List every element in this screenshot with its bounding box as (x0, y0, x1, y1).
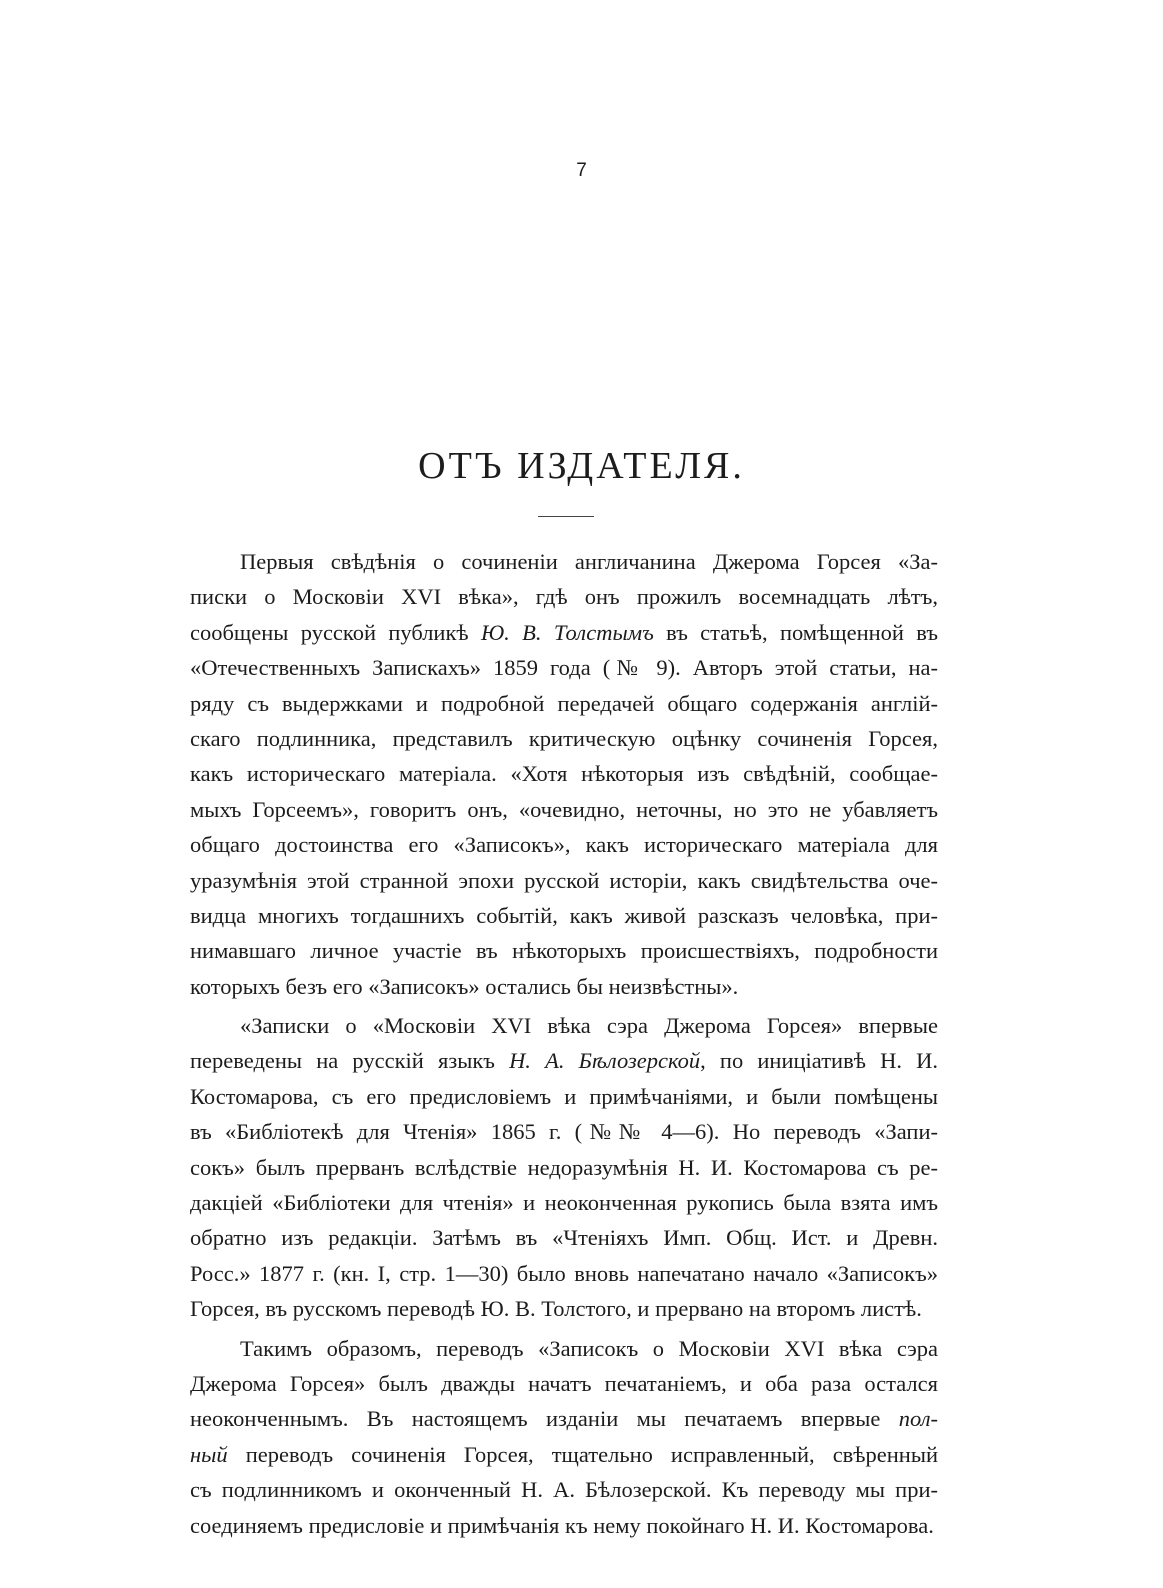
text-line: сокъ» былъ прерванъ вслѣдствіе недоразумѣнія Н. И. Костомарова съ ре- (190, 1154, 938, 1180)
text-line: уразумѣнія этой странной эпохи русской исторіи, какъ свидѣтельства оче- (190, 867, 938, 893)
text-line: съ подлинникомъ и оконченный Н. А. Бѣлозерской. Къ переводу мы при- (190, 1477, 938, 1503)
text-line: ряду съ выдержками и подробной передачей общаго содержанія англій- (190, 690, 938, 716)
text-line: мыхъ Горсеемъ», говоритъ онъ, «очевидно, неточны, но это не убавляетъ (190, 796, 938, 822)
paragraph-3 (190, 1331, 938, 1543)
body-text (190, 544, 938, 1543)
text-line: ный переводъ сочиненія Горсея, тщательно исправленный, свѣренный (190, 1441, 938, 1467)
text-line: видца многихъ тогдашнихъ событій, какъ живой разсказъ человѣка, при- (190, 902, 938, 928)
text-line: какъ историческаго матеріала. «Хотя нѣкоторыя изъ свѣдѣній, сообщае- (190, 761, 938, 787)
text-line: скаго подлинника, представилъ критическую оцѣнку сочиненія Горсея, (190, 725, 938, 751)
paragraph-2 (190, 1008, 938, 1327)
text-line: неоконченнымъ. Въ настоящемъ изданіи мы печатаемъ впервые пол- (190, 1406, 938, 1432)
page-title: ОТЪ ИЗДАТЕЛЯ. (418, 445, 745, 487)
text-line: Костомарова, съ его предисловіемъ и примѣчаніями, и были помѣщены (190, 1083, 938, 1109)
text-line: общаго достоинства его «Записокъ», какъ историческаго матеріала для (190, 832, 938, 858)
emphasis-italic: пол- (898, 1406, 938, 1432)
text-line: «Отечественныхъ Запискахъ» 1859 года (№ 9). Авторъ этой статьи, на- (190, 655, 938, 681)
translator-name-italic: Н. А. Бѣлозерской (509, 1048, 701, 1074)
text-line: соединяемъ предисловіе и примѣчанія къ нему покойнаго Н. И. Костомарова. (190, 1512, 934, 1538)
text-line: обратно изъ редакціи. Затѣмъ въ «Чтеніяхъ Имп. Общ. Ист. и Древн. (190, 1225, 938, 1251)
text-line: Росс.» 1877 г. (кн. I, стр. 1—30) было вновь напечатано начало «Записокъ» (190, 1260, 938, 1286)
text-line: Горсея, въ русскомъ переводѣ Ю. В. Толстого, и прервано на второмъ листѣ. (190, 1296, 922, 1322)
text-line: нимавшаго личное участіе въ нѣкоторыхъ происшествіяхъ, подробности (190, 938, 938, 964)
text-line: «Записки о «Московіи XVI вѣка сэра Джерома Горсея» впервые (240, 1013, 938, 1039)
emphasis-italic: ный (190, 1441, 228, 1467)
text-line: переведены на русскій языкъ Н. А. Бѣлозерской, по иниціативѣ Н. И. (190, 1048, 938, 1074)
text-line: въ «Библіотекѣ для Чтенія» 1865 г. (№№ 4—6). Но переводъ «Запи- (190, 1119, 938, 1145)
page-number: 7 (576, 160, 587, 181)
text-line: Такимъ образомъ, переводъ «Записокъ о Московіи XVI вѣка сэра (240, 1335, 938, 1361)
text-line: которыхъ безъ его «Записокъ» остались бы неизвѣстны». (190, 973, 739, 999)
text-line: писки о Московіи XVI вѣка», гдѣ онъ прожилъ восемнадцать лѣтъ, (190, 584, 938, 610)
text-line: Джерома Горсея» былъ дважды начатъ печатаніемъ, и оба раза остался (190, 1370, 938, 1396)
text-line: Первыя свѣдѣнія о сочиненіи англичанина Джерома Горсея «За- (240, 549, 938, 574)
author-name-italic: Ю. В. Толстымъ (480, 619, 654, 645)
paragraph-1 (190, 544, 938, 1004)
title-divider (538, 516, 594, 517)
text-line: дакціей «Библіотеки для чтенія» и неоконченная рукопись была взята имъ (190, 1190, 938, 1216)
text-line: сообщены русской публикѣ Ю. В. Толстымъ въ статьѣ, помѣщенной въ (190, 619, 938, 645)
